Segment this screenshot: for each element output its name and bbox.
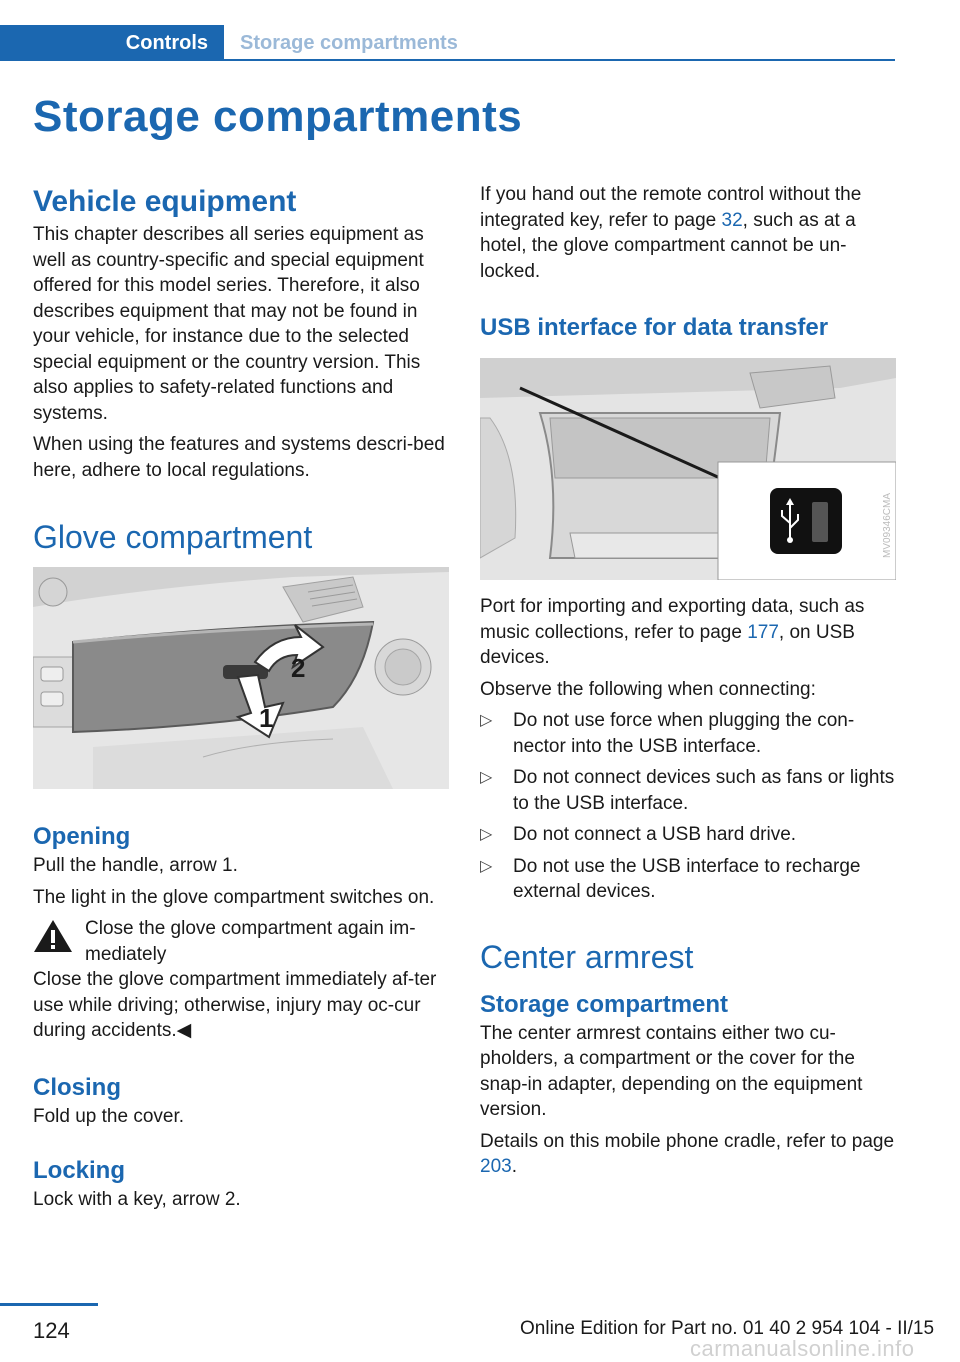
- glove-compartment-heading: Glove compartment: [33, 519, 313, 555]
- usb-heading: USB interface for data transfer: [480, 314, 829, 341]
- edition-text: Online Edition for Part no. 01 40 2 954 104 - II/15: [520, 1318, 935, 1339]
- vehicle-equipment-text: This chapter describes all series equipment as well as country-specific and special equipment offered for this model series. Therefore, it also describes equipment that may not be found in your vehicle, for instance due to the selected special equipment or the country version. This also applies to safety-related functions and systems.: [33, 224, 424, 424]
- storage-compartment-heading: Storage compartment: [480, 990, 729, 1018]
- opening-heading: Opening: [33, 823, 131, 850]
- bullet-triangle-icon: ▷: [480, 712, 493, 729]
- tab-storage-compartments[interactable]: Storage compartments: [240, 31, 458, 54]
- figure-code: MV09346CMA: [882, 492, 893, 558]
- locking-text: Lock with a key, arrow 2.: [33, 1189, 241, 1210]
- remote-control-text: [480, 182, 896, 284]
- page-link-177[interactable]: 177: [747, 621, 779, 643]
- footer-divider: [0, 1303, 98, 1306]
- armrest-text: The center armrest contains either two cu‐pholders, a compartment or the cover for the snap-in adapter, depending on the equipment version.: [480, 1022, 863, 1120]
- vehicle-equipment-heading: Vehicle equipment: [33, 185, 297, 218]
- remote-text-a: If you hand out the remote control without the integrated key, refer to page: [480, 184, 862, 231]
- bullet-triangle-icon: ▷: [480, 857, 493, 875]
- list-item: ▷ Do not connect a USB hard drive.: [480, 822, 896, 848]
- usb-figure: [480, 358, 896, 580]
- opening-text-1: Pull the handle, arrow 1.: [33, 855, 238, 876]
- port-text-a: Port for importing and exporting data, such as music collections, refer to page: [480, 596, 865, 643]
- arrow-1-label: 1: [259, 703, 274, 733]
- port-text-b: , on USB devices.: [480, 621, 855, 668]
- observe-text: Observe the following when connecting:: [480, 678, 816, 700]
- warning-text: Close the glove compartment immediately af‐ter use while driving; otherwise, injury may oc‐cur during accidents.◀: [33, 969, 437, 1041]
- page-link-203[interactable]: 203: [480, 1156, 512, 1177]
- usb-port-text: [480, 594, 896, 671]
- arrow-2-label: 2: [291, 653, 306, 683]
- page-link-32[interactable]: 32: [721, 209, 743, 231]
- usb-bullet-list: [480, 708, 896, 905]
- center-armrest-heading: Center armrest: [480, 938, 694, 975]
- usb-port-icon: [770, 488, 842, 554]
- bullet-triangle-icon: ▷: [480, 769, 493, 786]
- opening-text-2: The light in the glove compartment switches on.: [33, 886, 435, 908]
- right-column: [480, 182, 896, 1180]
- warning-triangle-icon: [33, 918, 73, 954]
- glove-compartment-figure: [33, 567, 449, 789]
- header-divider: [224, 59, 895, 61]
- bullet-triangle-icon: ▷: [480, 826, 493, 843]
- watermark: carmanualsonline.info: [690, 1336, 915, 1361]
- closing-heading: Closing: [33, 1073, 121, 1101]
- glove-compartment-illustration: [33, 567, 449, 789]
- cradle-text: [480, 1129, 896, 1180]
- usb-interface-illustration: [480, 358, 896, 580]
- list-item: ▷ Do not use the USB interface to recharge external devices.: [480, 855, 861, 902]
- header-bar: [0, 25, 895, 61]
- cradle-text-a: Details on this mobile phone cradle, refer to page: [480, 1130, 895, 1152]
- left-column: [33, 182, 449, 1213]
- local-regulations-text: When using the features and systems descri‐bed here, adhere to local regulations.: [33, 434, 445, 481]
- locking-heading: Locking: [33, 1157, 126, 1184]
- page-number: 124: [33, 1318, 70, 1343]
- closing-text: Fold up the cover.: [33, 1105, 185, 1127]
- cradle-text-b: .: [511, 1156, 517, 1177]
- list-item: ▷ Do not use force when plugging the con‐nector into the USB interface.: [480, 710, 855, 757]
- warning-block: [33, 916, 449, 967]
- list-item: ▷ Do not connect devices such as fans or lights to the USB interface.: [480, 767, 895, 814]
- remote-text-b: , such as at a hotel, the glove compartment cannot be un‐locked.: [480, 209, 856, 282]
- warning-title: Close the glove compartment again im‐mediately: [85, 918, 416, 965]
- tab-controls[interactable]: Controls: [0, 25, 224, 61]
- page-title: Storage compartments: [33, 92, 523, 141]
